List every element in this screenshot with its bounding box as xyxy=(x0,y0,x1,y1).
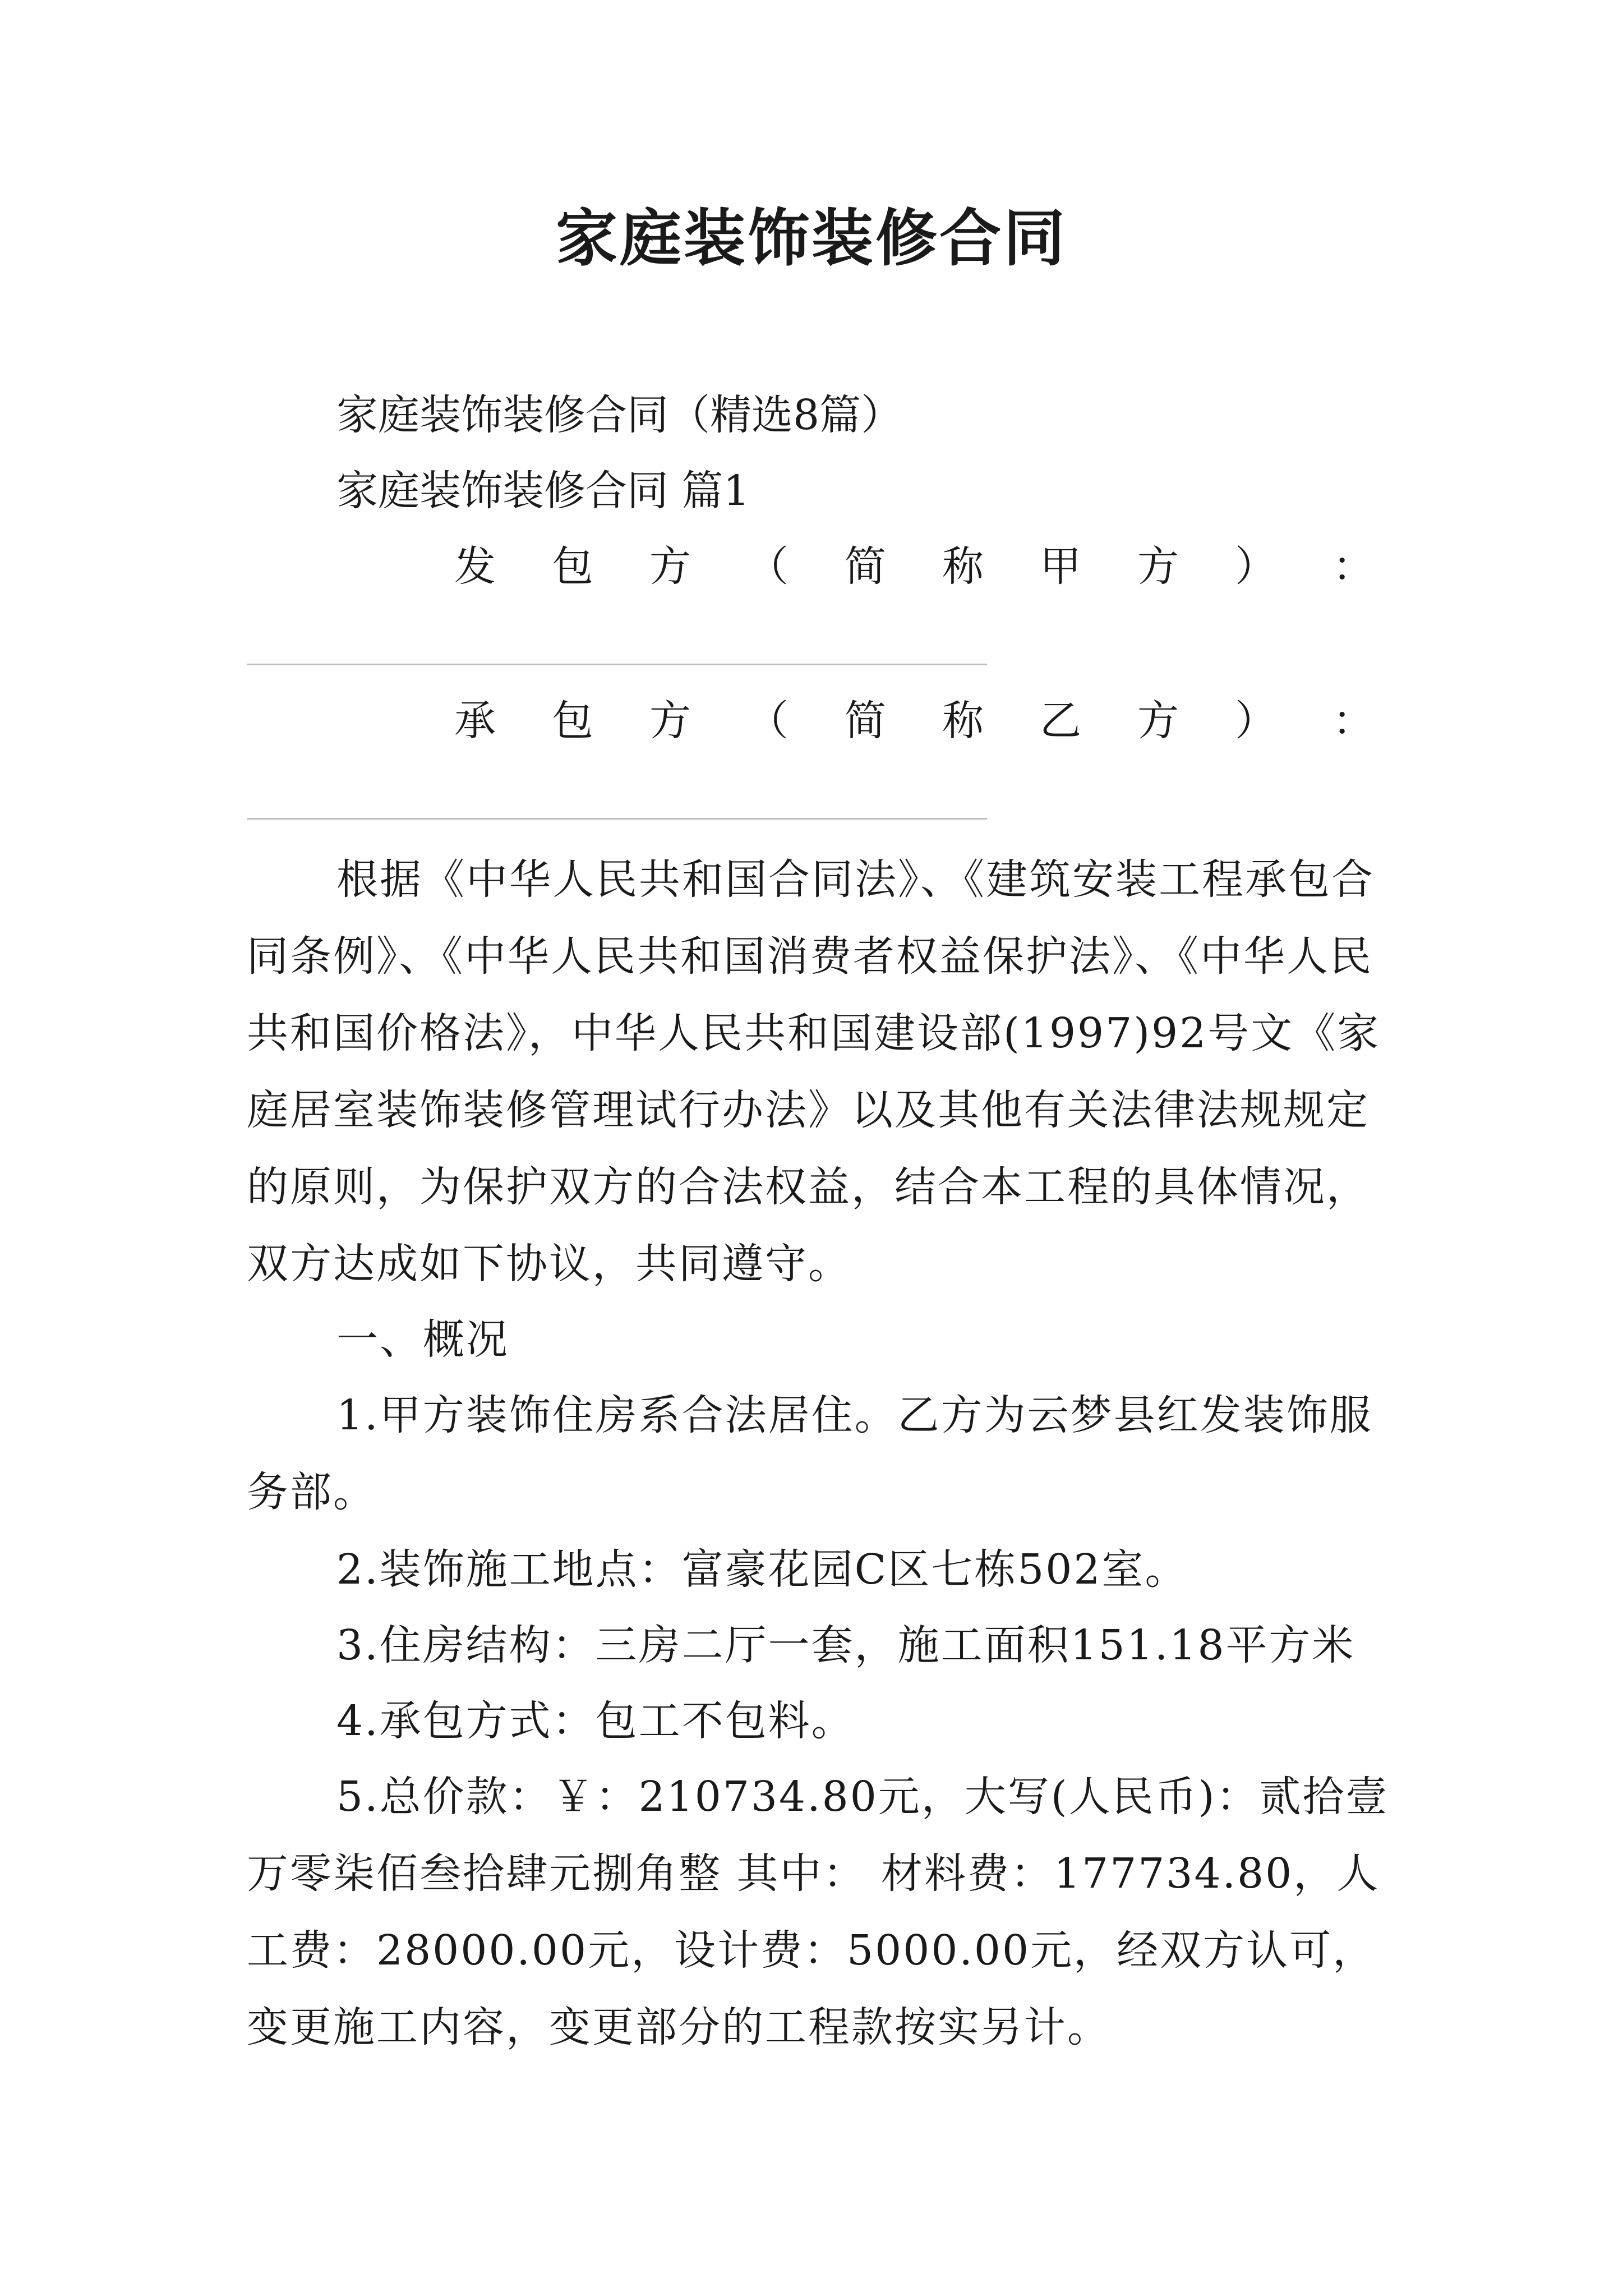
party-a-char: 称 xyxy=(942,542,984,591)
party-b-char: 方 xyxy=(649,697,691,745)
item-4-paragraph: 4.承包方式：包工不包料。 xyxy=(336,1697,855,1745)
party-b-char: （ xyxy=(747,697,789,745)
party-b-label xyxy=(454,693,1374,749)
party-b-char: 称 xyxy=(942,697,984,745)
party-a-char: （ xyxy=(747,542,789,591)
party-b-char: 简 xyxy=(845,697,886,745)
party-a-blank-line xyxy=(247,664,987,665)
party-a-label xyxy=(454,539,1374,595)
party-a-char: 包 xyxy=(552,542,593,591)
party-b-char: 承 xyxy=(454,697,496,745)
party-b-blank-line xyxy=(247,818,987,820)
party-b-char: ： xyxy=(1332,697,1374,745)
party-a-char: 方 xyxy=(649,542,691,591)
section-one-heading: 一、概况 xyxy=(336,1315,509,1364)
party-a-char: ： xyxy=(1332,542,1374,591)
item-1-paragraph: 1.甲方装饰住房系合法居住。乙方为云梦县红发装饰服务部。 xyxy=(247,1391,1373,1516)
party-b-char: 包 xyxy=(552,697,593,745)
party-a-char: 甲 xyxy=(1040,542,1081,591)
section-heading: 家庭装饰装修合同 篇1 xyxy=(336,467,750,515)
document-subtitle: 家庭装饰装修合同（精选8篇） xyxy=(336,391,903,439)
party-b-char: 乙 xyxy=(1040,697,1081,745)
item-3-paragraph: 3.住房结构：三房二厅一套，施工面积151.18平方米 xyxy=(336,1621,1355,1669)
party-a-char: 方 xyxy=(1137,542,1179,591)
party-b-char: ） xyxy=(1235,697,1276,745)
preamble-paragraph: 根据《中华人民共和国合同法》、《建筑安装工程承包合同条例》、《中华人民共和国消费者权益保护法》、《中华人民共和国价格法》，中华人民共和国建设部(1997)92号文《家庭居室装饰装修管理试行办法》以及其他有关法律法规规定的原则，为保护双方的合法权益，结合本工程的具体情况，双方达成如下协议，共同遵守。 xyxy=(247,855,1381,1288)
item-5-paragraph: 5.总价款：￥：210734.80元，大写(人民币)：贰拾壹万零柒佰叁拾肆元捌角整 其中： 材料费：177734.80，人工费：28000.00元，设计费：5000.00元，经双方认可，变更施工内容，变更部分的工程款按实另计。 xyxy=(247,1773,1389,2051)
party-b-char: 方 xyxy=(1137,697,1179,745)
document-title: 家庭装饰装修合同 xyxy=(556,202,1067,274)
party-a-char: 简 xyxy=(845,542,886,591)
party-a-char: 发 xyxy=(454,542,496,591)
item-2-paragraph: 2.装饰施工地点：富豪花园C区七栋502室。 xyxy=(336,1545,1188,1594)
party-a-char: ） xyxy=(1235,542,1276,591)
